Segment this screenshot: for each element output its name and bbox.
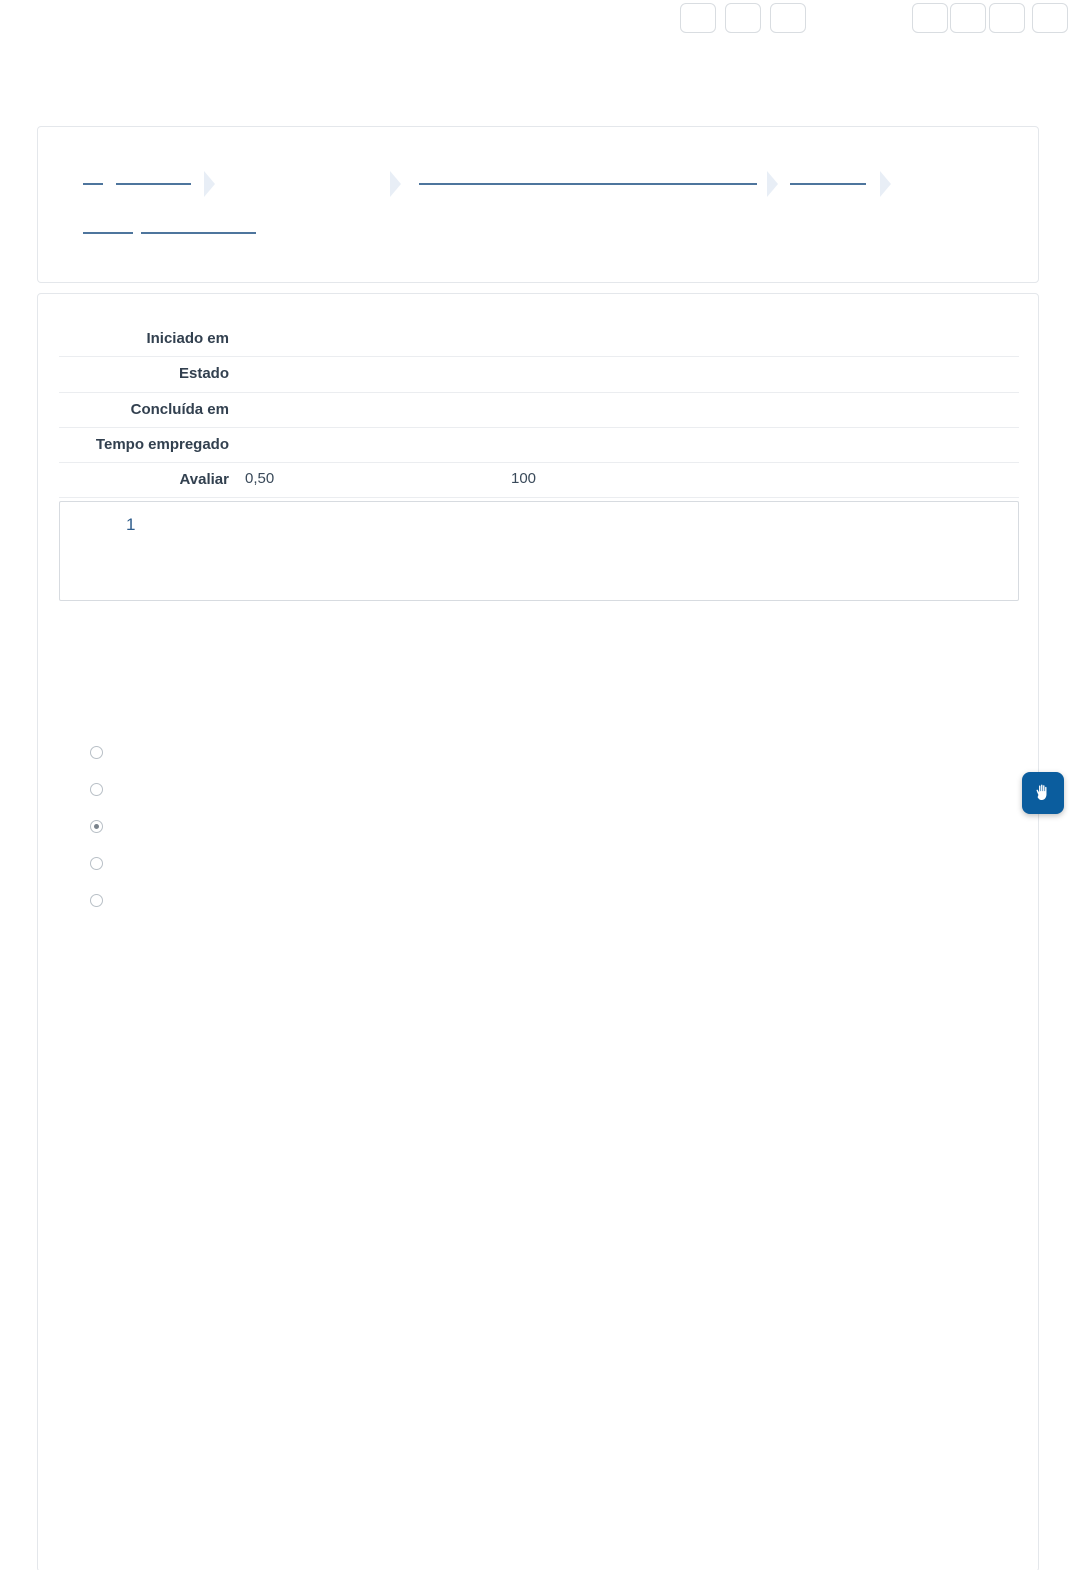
- option-e[interactable]: [90, 882, 990, 919]
- nav-button-7[interactable]: [1032, 3, 1068, 33]
- nav-button-1[interactable]: [680, 3, 716, 33]
- radio-icon-e[interactable]: [90, 894, 103, 907]
- top-toolbar: [0, 0, 1076, 46]
- chevron-right-icon: [204, 171, 215, 197]
- radio-icon-a[interactable]: [90, 746, 103, 759]
- nav-button-4[interactable]: [912, 3, 948, 33]
- table-row: [59, 427, 1019, 462]
- attempt-card: [37, 293, 1039, 1570]
- breadcrumb-item-6[interactable]: [141, 232, 256, 234]
- radio-icon-b[interactable]: [90, 783, 103, 796]
- row-value-iniciado: [237, 322, 503, 357]
- row-label-estado: Estado: [178, 365, 229, 383]
- option-c[interactable]: [90, 808, 990, 845]
- grade-value: 0,50: [245, 470, 275, 487]
- breadcrumb-item-5[interactable]: [83, 232, 133, 234]
- table-row: [59, 357, 1019, 392]
- option-d[interactable]: [90, 845, 990, 882]
- table-row: [59, 322, 1019, 357]
- table-row-grade: [59, 463, 1019, 498]
- row-label-tempo: Tempo empregado: [95, 435, 229, 453]
- radio-icon-c[interactable]: [90, 820, 103, 833]
- grade-max-value: 100: [511, 470, 537, 487]
- breadcrumb-item-2[interactable]: [116, 183, 191, 185]
- chevron-right-icon: [390, 171, 401, 197]
- breadcrumb-item-4[interactable]: [790, 183, 866, 185]
- question-box: [59, 501, 1019, 601]
- breadcrumb: [37, 126, 1039, 283]
- question-number: 1: [126, 515, 136, 534]
- radio-icon-d[interactable]: [90, 857, 103, 870]
- row-value-concluida: [237, 392, 503, 427]
- nav-button-3[interactable]: [770, 3, 806, 33]
- chevron-right-icon: [880, 171, 891, 197]
- nav-button-5[interactable]: [950, 3, 986, 33]
- accessibility-button[interactable]: [1022, 772, 1064, 814]
- row-label-iniciado: Iniciado em: [146, 330, 229, 347]
- row-value-tempo: [237, 427, 503, 462]
- attempt-info-table: [59, 322, 1019, 498]
- breadcrumb-item-3[interactable]: [419, 183, 757, 185]
- breadcrumb-item-1[interactable]: [83, 183, 103, 185]
- option-a[interactable]: [90, 734, 990, 771]
- nav-button-2[interactable]: [725, 3, 761, 33]
- nav-button-6[interactable]: [989, 3, 1025, 33]
- row-label-concluida: Concluída em: [130, 400, 229, 418]
- option-b[interactable]: [90, 771, 990, 808]
- answer-options: [90, 734, 990, 919]
- row-value-estado: [237, 357, 503, 392]
- row-label-avaliar: Avaliar: [179, 471, 229, 488]
- chevron-right-icon: [767, 171, 778, 197]
- hand-sign-language-icon: [1032, 782, 1054, 804]
- table-row: [59, 392, 1019, 427]
